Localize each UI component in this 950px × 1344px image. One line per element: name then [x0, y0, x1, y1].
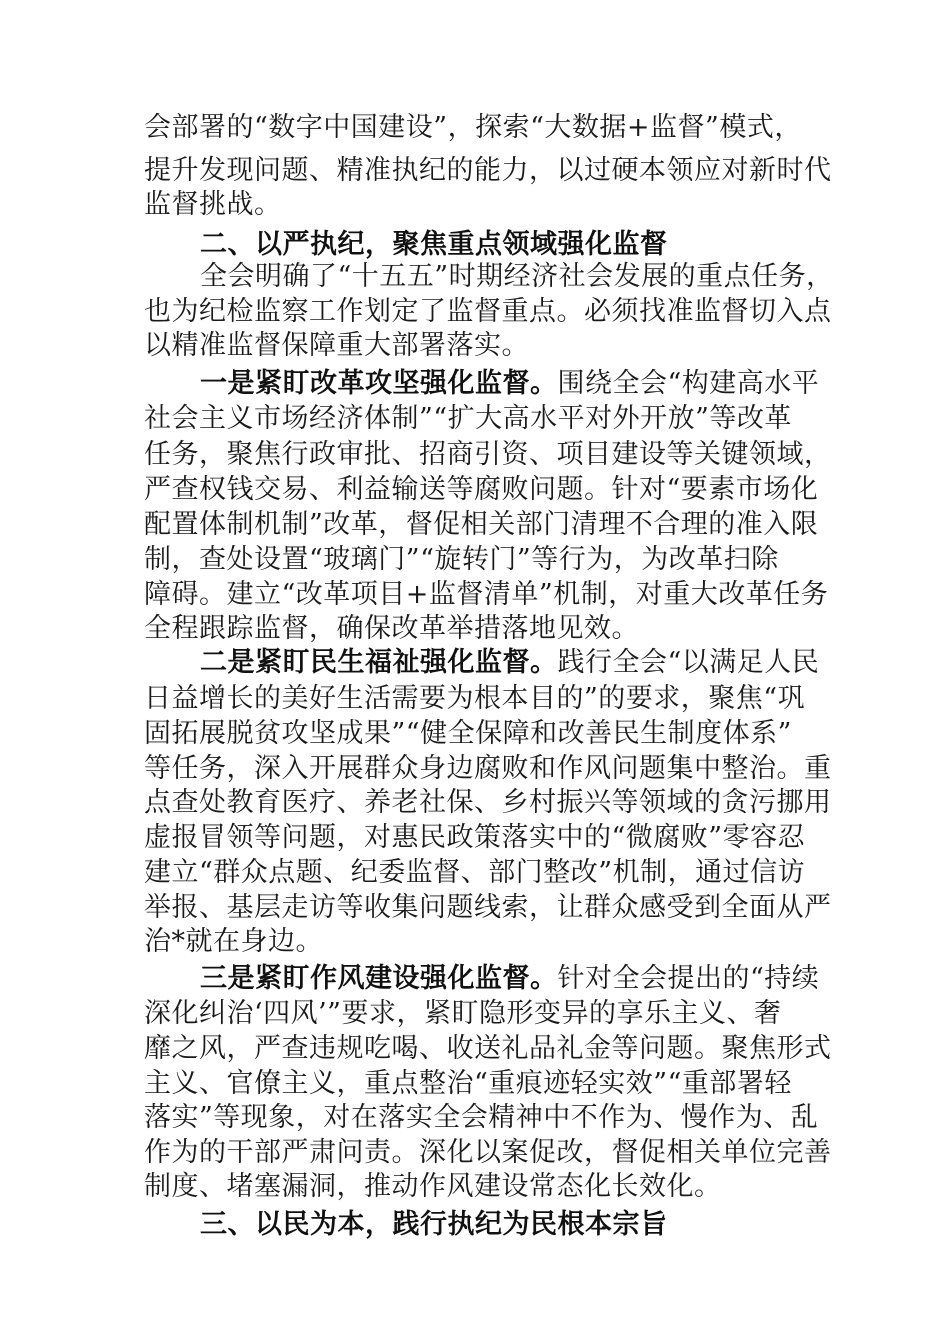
body-line: 提升发现问题、精准执纪的能力，以过硬本领应对新时代	[144, 155, 832, 186]
body-line: 制度、堵塞漏洞，推动作风建设常态化长效化。	[144, 1171, 722, 1202]
body-line: 虚报冒领等问题，对惠民政策落实中的“微腐败”零容忍	[144, 822, 806, 853]
body-line: 作为的干部严肃问责。深化以案促改，督促相关单位完善	[144, 1137, 832, 1168]
body-line: 全程跟踪监督，确保改革举措落地见效。	[144, 613, 639, 644]
section-heading: 二、以严执纪，聚焦重点领域强化监督	[200, 229, 668, 260]
body-line: 等任务，深入开展群众身边腐败和作风问题集中整治。重	[144, 753, 832, 784]
body-line: 点查处教育医疗、养老社保、乡村振兴等领域的贪污挪用	[144, 787, 832, 818]
body-line: 社会主义市场经济体制”“扩大高水平对外开放”等改革	[144, 403, 792, 434]
body-line: 治*就在身边。	[144, 926, 323, 957]
body-line: 落实”等现象，对在落实全会精神中不作为、慢作为、乱	[144, 1102, 819, 1133]
body-line: 建立“群众点题、纪委监督、部门整改”机制，通过信访	[144, 857, 806, 888]
body-line: 深化纠治‘四风’”要求，紧盯隐形变异的享乐主义、奢	[144, 998, 782, 1029]
body-line: 举报、基层走访等收集问题线索，让群众感受到全面从严	[144, 892, 832, 923]
body-line: 主义、官僚主义，重点整治“重痕迹轻实效”“重部署轻	[144, 1068, 792, 1099]
body-line: 监督挑战。	[144, 189, 282, 220]
body-line: 制，查处设置“玻璃门”“旋转门”等行为，为改革扫除	[144, 544, 779, 575]
body-line: 靡之风，严查违规吃喝、收送礼品礼金等问题。聚焦形式	[144, 1033, 832, 1064]
subsection-paragraph-start: 二是紧盯民生福祉强化监督。践行全会“以满足人民	[200, 647, 820, 678]
body-line: 也为纪检监察工作划定了监督重点。必须找准监督切入点	[144, 296, 832, 327]
subsection-paragraph-start: 一是紧盯改革攻坚强化监督。围绕全会“构建高水平	[200, 368, 820, 399]
body-line: 会部署的“数字中国建设”，探索“大数据+监督”模式，	[144, 112, 802, 143]
section-heading: 三、以民为本，践行执纪为民根本宗旨	[200, 1209, 668, 1240]
body-line: 配置体制机制”改革，督促相关部门清理不合理的准入限	[144, 509, 819, 540]
body-line: 任务，聚焦行政审批、招商引资、项目建设等关键领域，	[144, 439, 832, 470]
body-line: 以精准监督保障重大部署落实。	[144, 330, 529, 361]
body-line: 日益增长的美好生活需要为根本目的”的要求，聚焦“巩	[144, 683, 806, 714]
body-line: 障碍。建立“改革项目+监督清单”机制，对重大改革任务	[144, 579, 829, 610]
subsection-paragraph-start: 三是紧盯作风建设强化监督。针对全会提出的“持续	[200, 963, 820, 994]
body-line: 全会明确了“十五五”时期经济社会发展的重点任务，	[200, 261, 834, 292]
body-line: 固拓展脱贫攻坚成果”“健全保障和改善民生制度体系”	[144, 718, 792, 749]
body-line: 严查权钱交易、利益输送等腐败问题。针对“要素市场化	[144, 474, 819, 505]
